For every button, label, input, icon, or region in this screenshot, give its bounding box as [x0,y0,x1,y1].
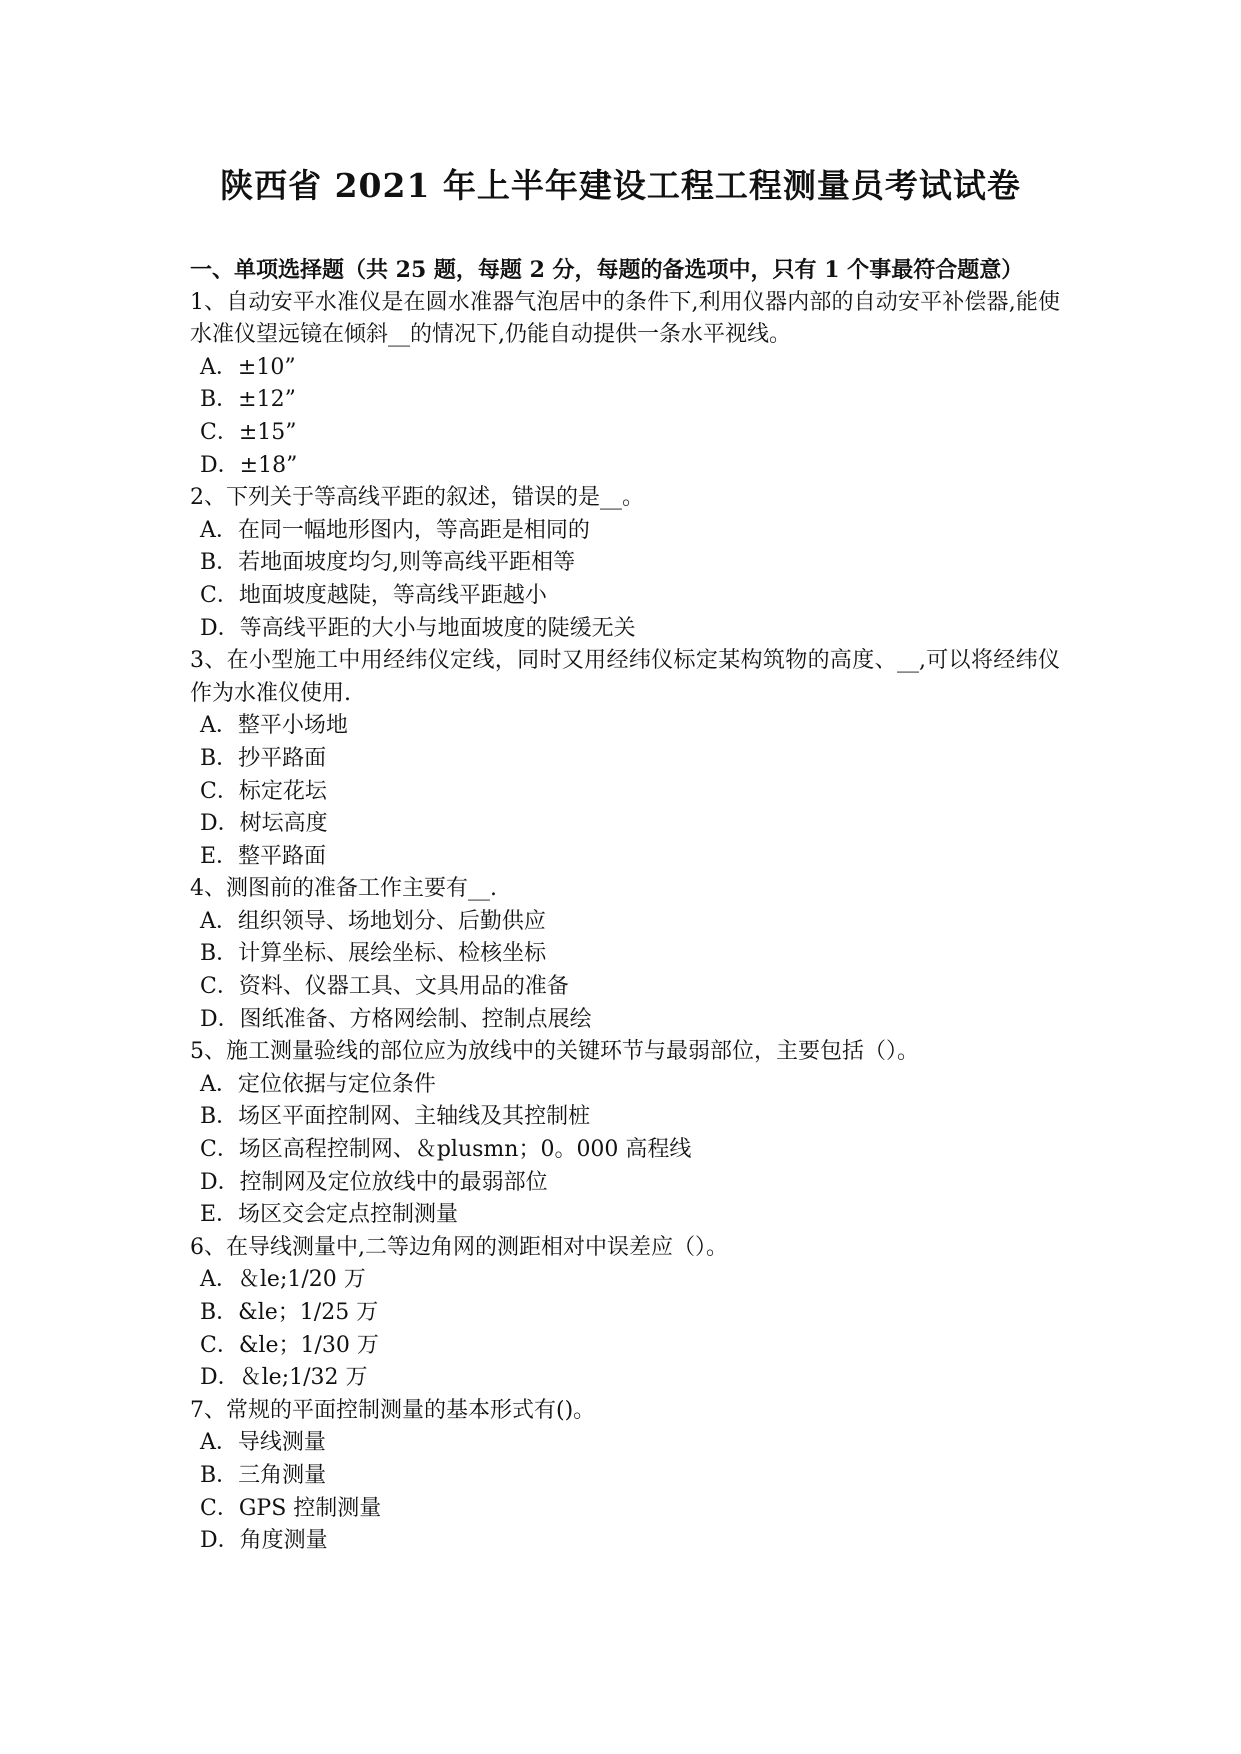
option-list [190,906,1060,1036]
answer-option: B．抄平路面 [200,745,327,771]
question-list [190,287,1060,1558]
question-stem: 6、在导线测量中,二等边角网的测距相对中误差应（）。 [190,1234,728,1260]
answer-option: D．树坛高度 [200,811,328,837]
answer-option: D．角度测量 [200,1528,328,1554]
exam-content [190,254,1060,1558]
option-list [190,710,1060,873]
question-stem: 5、施工测量验线的部位应为放线中的关键环节与最弱部位，主要包括（）。 [190,1039,919,1065]
question-3 [190,645,1060,873]
answer-option: D．±18” [200,452,298,478]
question-stem: 3、在小型施工中用经纬仪定线，同时又用经纬仪标定某构筑物的高度、__,可以将经纬仪作为水准仪使用. [190,648,1060,706]
answer-option: C．场区高程控制网、＆plusmn；0。000 高程线 [200,1137,692,1163]
answer-option: C．资料、仪器工具、文具用品的准备 [200,974,569,1000]
answer-option: A．整平小场地 [200,713,348,739]
answer-option: B．±12” [200,387,296,413]
answer-option: D．图纸准备、方格网绘制、控制点展绘 [200,1006,592,1032]
section-heading: 一、单项选择题（共 25 题，每题 2 分，每题的备选项中，只有 1 个事最符合题意） [190,257,1024,283]
question-stem: 1、自动安平水准仪是在圆水准器气泡居中的条件下,利用仪器内部的自动安平补偿器,能使水准仪望远镜在倾斜__的情况下,仍能自动提供一条水平视线。 [190,289,1060,348]
answer-option: C．地面坡度越陡，等高线平距越小 [200,582,547,608]
question-stem: 4、测图前的准备工作主要有__. [190,876,497,902]
answer-option: A．导线测量 [200,1430,326,1456]
answer-option: A．＆le;1/20 万 [200,1267,366,1293]
question-7 [190,1395,1060,1558]
answer-option: D．等高线平距的大小与地面坡度的陡缓无关 [200,615,636,641]
answer-option: B．三角测量 [200,1462,327,1488]
question-stem: 7、常规的平面控制测量的基本形式有()。 [190,1397,596,1423]
option-list [190,352,1060,482]
answer-option: A．±10” [200,354,296,380]
answer-option: B．计算坐标、展绘坐标、检核坐标 [200,941,547,967]
answer-option: C．GPS 控制测量 [200,1495,382,1521]
answer-option: E．整平路面 [200,843,327,869]
answer-option: B．场区平面控制网、主轴线及其控制桩 [200,1104,591,1130]
answer-option: A．在同一幅地形图内，等高距是相同的 [200,517,590,543]
question-2 [190,482,1060,645]
option-list [190,1427,1060,1557]
question-5 [190,1036,1060,1232]
question-1 [190,287,1060,483]
answer-option: C．±15” [200,419,297,445]
answer-option: D．＆le;1/32 万 [200,1365,368,1391]
question-4 [190,873,1060,1036]
answer-option: A．组织领导、场地划分、后勤供应 [200,908,546,934]
answer-option: B．&le；1/25 万 [200,1300,379,1325]
question-stem: 2、下列关于等高线平距的叙述，错误的是__。 [190,485,644,511]
answer-option: C．标定花坛 [200,778,327,804]
answer-option: C．&le；1/30 万 [200,1332,379,1358]
exam-title: 陕西省 2021 年上半年建设工程工程测量员考试试卷 [220,166,1021,205]
option-list [190,1069,1060,1232]
answer-option: B．若地面坡度均匀,则等高线平距相等 [200,550,576,576]
question-6 [190,1232,1060,1395]
answer-option: D．控制网及定位放线中的最弱部位 [200,1169,548,1195]
answer-option: E．场区交会定点控制测量 [200,1202,459,1228]
answer-option: A．定位依据与定位条件 [200,1071,436,1097]
option-list [190,1264,1060,1394]
option-list [190,515,1060,645]
